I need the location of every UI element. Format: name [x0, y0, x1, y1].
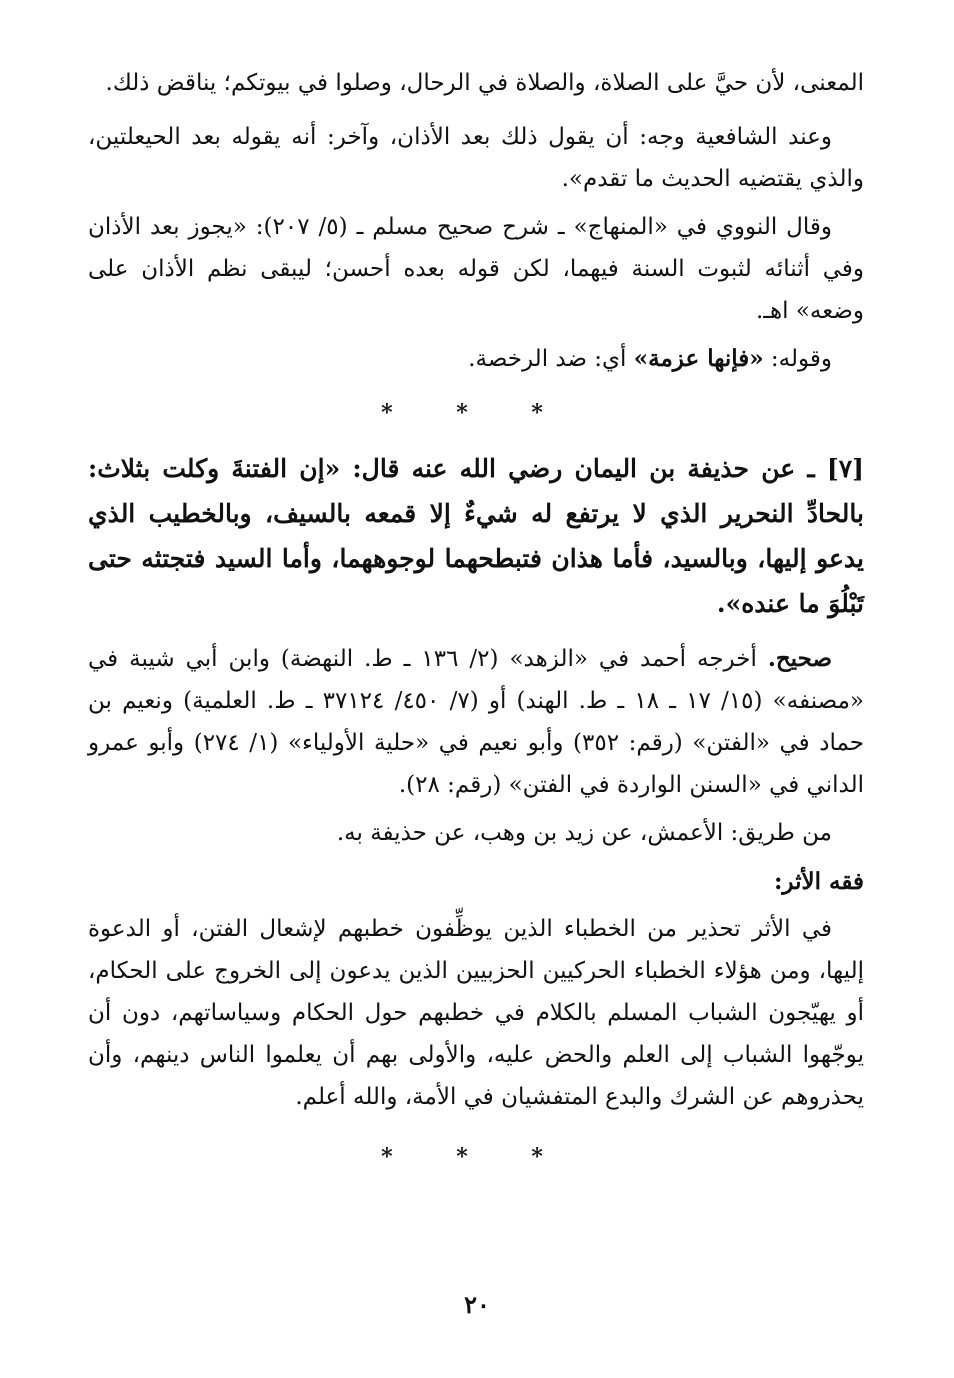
fiqh-paragraph: في الأثر تحذير من الخطباء الذين يوظِّفون خطبهم لإشعال الفتن، أو الدعوة إليها، ومن هؤلاء الخطباء الحركيين الحزبيين الذين يدعون إلى الخروج على الحكام، أو يهيّجون الشباب المسلم بالكلام في خطبهم حول الحكام وسياساتهم، دون أن يوجّهوا الشباب إلى العلم والحض عليه، والأولى بهم أن يعلموا الناس دينهم، وأن يحذروهم عن الشرك والبدع المتفشيان في الأمة، والله أعلم. [88, 916, 864, 1110]
hadith-text: [٧] ـ عن حذيفة بن اليمان رضي الله عنه قال: «إن الفتنةَ وكلت بثلاث: بالحادِّ النحرير الذي لا يرتفع له شيءٌ إلا قمعه بالسيف، وبالخطيب الذي يدعو إليها، وبالسيد، فأما هذان فتبطحهما لوجوههما، وأما السيد فتجتثه حتى تَبْلُوَ ما عنده». [88, 454, 864, 618]
fiqh-heading: فقه الأثر: [773, 868, 864, 895]
paragraph-azima [88, 338, 864, 380]
takhrij-paragraph [88, 638, 864, 806]
paragraph-shafiiyya: وعند الشافعية وجه: أن يقول ذلك بعد الأذان، وآخر: أنه يقوله بعد الحيعلتين، والذي يقتضيه الحديث ما تقدم». [88, 124, 864, 192]
isnad-paragraph: من طريق: الأعمش، عن زيد بن وهب، عن حذيفة به. [336, 820, 832, 846]
paragraph-nawawi: وقال النووي في «المنهاج» ـ شرح صحيح مسلم ـ (٥/ ٢٠٧): «يجوز بعد الأذان وفي أثنائه لثبوت السنة فيهما، لكن قوله بعده أحسن؛ ليبقى نظم الأذان على وضعه» اهـ. [88, 214, 864, 324]
page-number: ٢٠ [464, 1290, 490, 1319]
paragraph-continuation: المعنى، لأن حيَّ على الصلاة، والصلاة في الرحال، وصلوا في بيوتكم؛ يناقض ذلك. [105, 70, 864, 96]
azima-suffix: أي: ضد الرخصة. [468, 346, 634, 372]
azima-prefix: وقوله: [763, 346, 832, 372]
azima-quote: «فإنها عزمة» [633, 345, 764, 372]
section-separator-bottom: * * * [381, 1144, 571, 1170]
grading-label: صحيح. [767, 645, 832, 672]
page-body [88, 62, 864, 1168]
takhrij-text: أخرجه أحمد في «الزهد» (٢/ ١٣٦ ـ ط. النهضة) وابن أبي شيبة في «مصنفه» (١٥/ ١٧ ـ ١٨ ـ ط. الهند) أو (٧/ ٤٥٠/ ٣٧١٢٤ ـ ط. العلمية) ونعيم بن حماد في «الفتن» (رقم: ٣٥٢) وأبو نعيم في «حلية الأولياء» (١/ ٢٧٤) وأبو عمرو الداني في «السنن الواردة في الفتن» (رقم: ٢٨). [88, 646, 864, 798]
section-separator: * * * [381, 400, 571, 426]
